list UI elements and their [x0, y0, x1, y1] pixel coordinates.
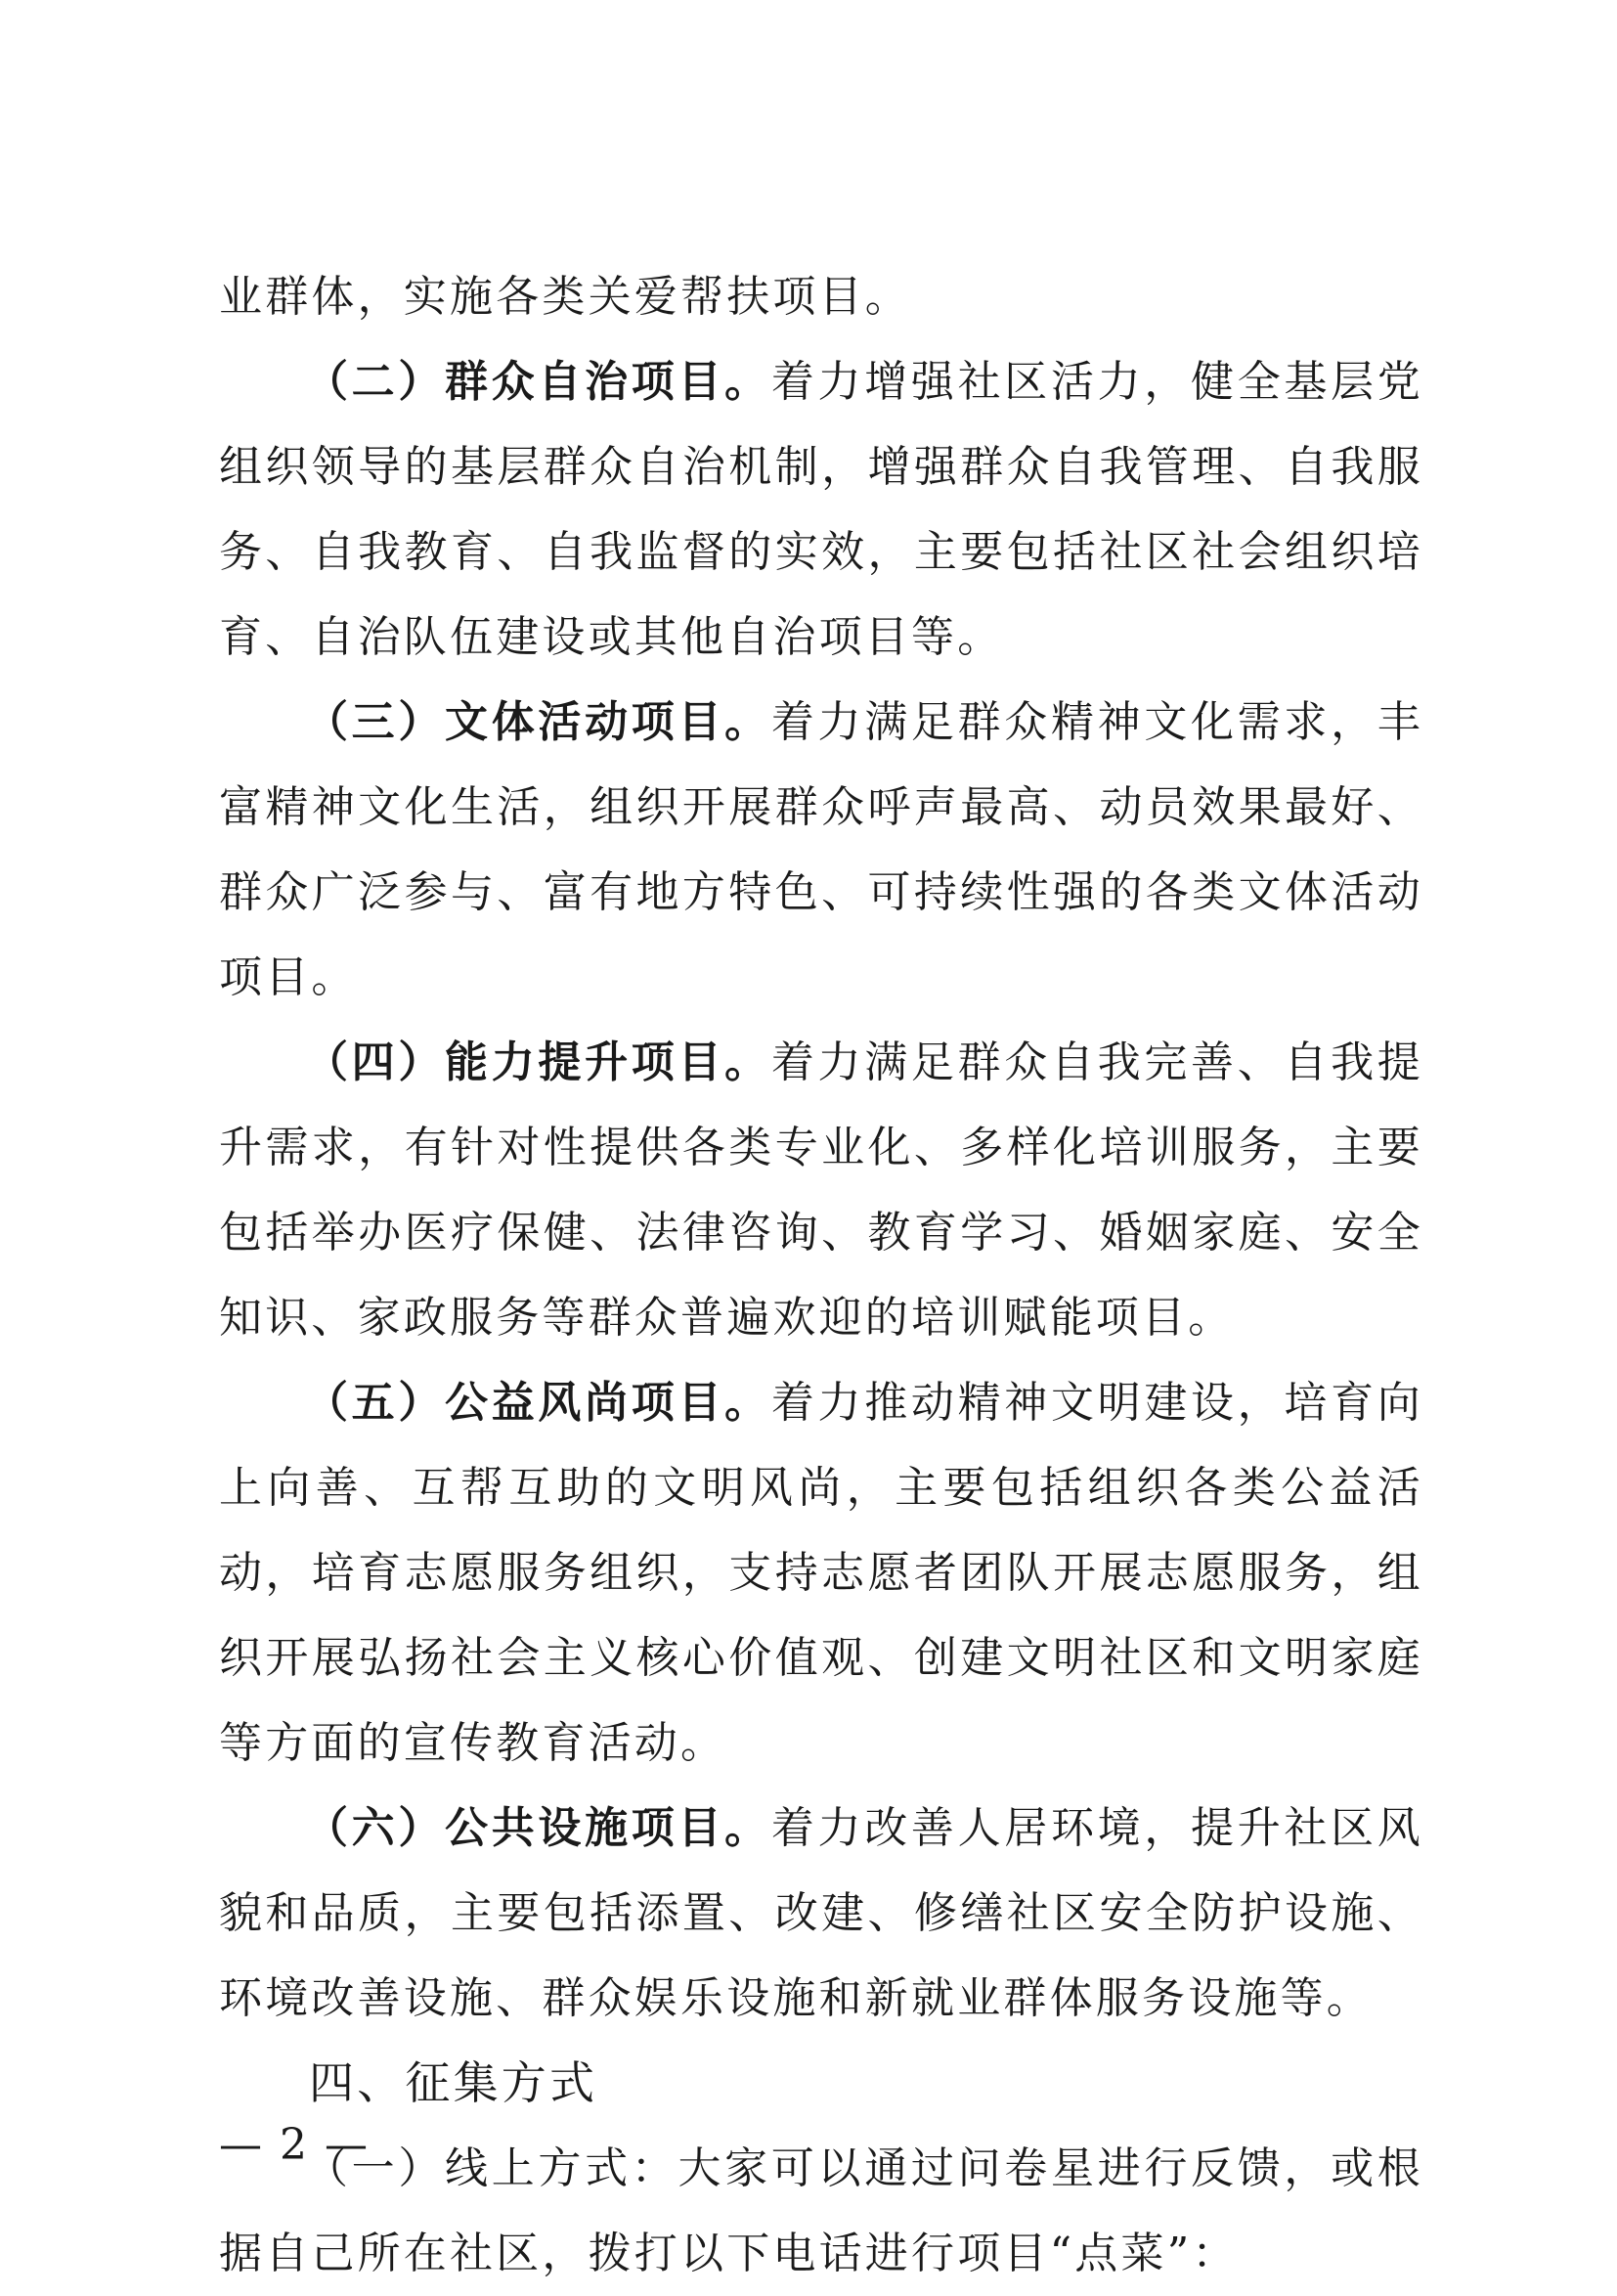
item-four-heading: （四）能力提升项目。	[305, 1038, 771, 1087]
item-six-body: 着力改善人居环境，提升社区风貌和品质，主要包括添置、改建、修缮社区安全防护设施、环境改善设施、群众娱乐设施和新就业群体服务设施等。	[219, 1803, 1423, 2023]
item-four-body: 着力满足群众自我完善、自我提升需求，有针对性提供各类专业化、多样化培训服务，主要包括举办医疗保健、法律咨询、教育学习、婚姻家庭、安全知识、家政服务等群众普遍欢迎的培训赋能项目。	[219, 1038, 1423, 1343]
item-five-paragraph	[219, 1360, 1423, 1786]
online-method-paragraph: （一）线上方式：大家可以通过问卷星进行反馈，或根据自己所在社区，拨打以下电话进行项目“点菜”：	[219, 2143, 1423, 2278]
page-number: — 2 —	[219, 2120, 370, 2170]
item-three-paragraph	[219, 680, 1423, 1020]
item-two-paragraph	[219, 339, 1423, 680]
item-five-body: 着力推动精神文明建设，培育向上向善、互帮互助的文明风尚，主要包括组织各类公益活动，培育志愿服务组织，支持志愿者团队开展志愿服务，组织开展弘扬社会主义核心价值观、创建文明社区和文明家庭等方面的宣传教育活动。	[219, 1378, 1423, 1768]
section-four-heading: 四、征集方式	[309, 2056, 598, 2109]
continuation-paragraph: 业群体，实施各类关爱帮扶项目。	[219, 272, 911, 322]
item-two-heading: （二）群众自治项目。	[305, 357, 771, 407]
item-three-heading: （三）文体活动项目。	[305, 697, 771, 747]
body-text	[219, 254, 1423, 2296]
item-three-body: 着力满足群众精神文化需求，丰富精神文化生活，组织开展群众呼声最高、动员效果最好、群众广泛参与、富有地方特色、可持续性强的各类文体活动项目。	[219, 697, 1423, 1002]
item-five-heading: （五）公益风尚项目。	[305, 1378, 771, 1428]
item-four-paragraph	[219, 1020, 1423, 1360]
item-six-heading: （六）公共设施项目。	[305, 1803, 771, 1853]
item-six-paragraph	[219, 1786, 1423, 2041]
item-two-body: 着力增强社区活力，健全基层党组织领导的基层群众自治机制，增强群众自我管理、自我服务、自我教育、自我监督的实效，主要包括社区社会组织培育、自治队伍建设或其他自治项目等。	[219, 357, 1423, 662]
